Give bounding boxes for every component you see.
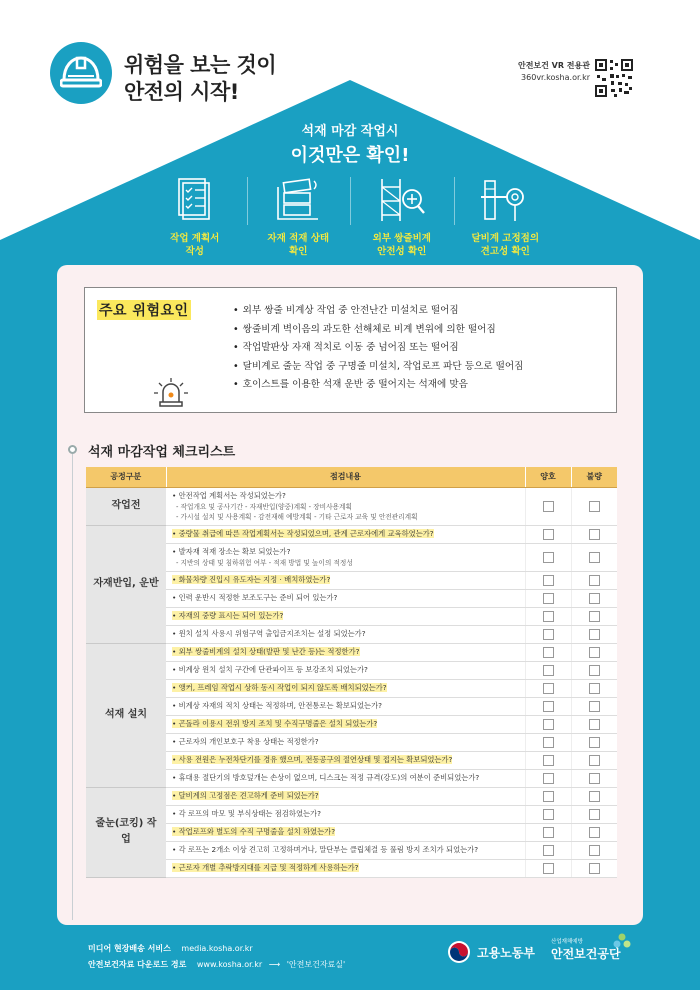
checkbox-good[interactable]: [543, 683, 554, 694]
check-item: [166, 697, 525, 715]
siren-icon: [151, 376, 191, 408]
hazard-item: • 달비계로 줄눈 작업 중 구명줄 미설치, 작업로프 파단 등으로 떨어짐: [233, 358, 523, 377]
check-item-text: • 인력 운반시 적정한 보조도구는 준비 되어 있는가?: [172, 593, 338, 602]
page-headline: [124, 52, 276, 106]
checkbox-cell-good: [525, 715, 571, 733]
checkbox-cell-bad: [571, 859, 617, 877]
media-label: 미디어 현장배송 서비스: [88, 944, 171, 953]
checkbox-good[interactable]: [543, 719, 554, 730]
checkbox-good[interactable]: [543, 529, 554, 540]
checkbox-bad[interactable]: [589, 665, 600, 676]
checkbox-good[interactable]: [543, 737, 554, 748]
anchor-point-icon: [477, 175, 533, 223]
col-header-good: 양호: [525, 467, 571, 487]
check-item-detail: - 지반의 상태 및 침하위험 여부 - 적재 방법 및 높이의 적정성: [176, 559, 353, 567]
subtitle-line-2: 이것만은 확인!: [290, 145, 410, 166]
check-item-text: • 외부 쌍줄비계의 설치 상태(발판 및 난간 등)는 적정한가?: [172, 647, 360, 656]
headline-line-1: 위험을 보는 것이: [124, 53, 277, 77]
checkbox-cell-good: [525, 697, 571, 715]
hazard-item: • 외부 쌍줄 비계상 작업 중 안전난간 미설치로 떨어짐: [233, 302, 523, 321]
download-label: 안전보건자료 다운로드 경로: [88, 960, 187, 969]
checkbox-good[interactable]: [543, 755, 554, 766]
check-item-text: • 작업로프와 별도의 수직 구명줄을 설치 하였는가?: [172, 827, 336, 836]
moel-logo: [447, 940, 535, 964]
checkbox-cell-bad: [571, 715, 617, 733]
checkbox-bad[interactable]: [589, 809, 600, 820]
checkbox-cell-bad: [571, 643, 617, 661]
checkbox-cell-good: [525, 823, 571, 841]
icon-item-stack: [247, 175, 351, 265]
checklist-row: [86, 643, 617, 661]
checkbox-cell-bad: [571, 543, 617, 571]
vr-title: 안전보건 VR 전용관: [517, 61, 590, 70]
icon-label-line: 견고성 확인: [480, 246, 530, 257]
download-url[interactable]: www.kosha.or.kr: [196, 960, 263, 969]
check-item-text: • 달비계의 고정점은 견고하게 준비 되었는가?: [172, 791, 319, 800]
checklist-row: [86, 823, 617, 841]
checkbox-cell-bad: [571, 823, 617, 841]
headline-line-2: 안전의 시작!: [124, 80, 239, 104]
hazard-label: 주요 위험요인: [97, 300, 191, 320]
checklist-row: [86, 679, 617, 697]
hazard-item: • 쌍줄비계 벽이음의 과도한 선해체로 비계 변위에 의한 떨어짐: [233, 321, 523, 340]
check-item-text: • 중량물 취급에 따른 작업계획서는 작성되었으며, 관계 근로자에게 교육하였는가?: [172, 529, 434, 538]
check-item: [166, 487, 525, 525]
icon-label-line: 외부 쌍줄비계: [372, 233, 431, 244]
checkbox-bad[interactable]: [589, 501, 600, 512]
check-item: [166, 733, 525, 751]
checkbox-cell-good: [525, 487, 571, 525]
check-item: [166, 715, 525, 733]
checklist-header-row: [86, 467, 617, 487]
checklist-row: [86, 571, 617, 589]
checklist-table: [86, 467, 617, 878]
checkbox-cell-bad: [571, 733, 617, 751]
checklist-row: [86, 543, 617, 571]
checkbox-bad[interactable]: [589, 683, 600, 694]
moel-name: 고용노동부: [477, 945, 535, 960]
check-item-text: • 비계상 윈치 설치 구간에 단관파이프 등 보강조치 되었는가?: [172, 665, 368, 674]
kosha-logo: [551, 937, 621, 962]
checkbox-good[interactable]: [543, 647, 554, 658]
col-header-content: 점검내용: [166, 467, 525, 487]
check-item-text: • 각 로프는 2개소 이상 견고히 고정하며거나, 말단부는 클립체결 등 풀림 방지 조치가 되었는가?: [172, 845, 479, 854]
checkbox-cell-bad: [571, 751, 617, 769]
check-item-detail: - 가시설 설치 및 사용계획 - 감전재해 예방계획 - 기타 근로자 교육 및 안전관리계획: [176, 513, 418, 521]
process-group: 줄눈(코킹) 작업: [86, 787, 166, 877]
check-item: [166, 525, 525, 543]
checkbox-cell-bad: [571, 769, 617, 787]
check-item-text: • 안전작업 계획서는 작성되었는가?: [172, 491, 286, 500]
checkbox-good[interactable]: [543, 665, 554, 676]
checkbox-cell-good: [525, 769, 571, 787]
check-item: [166, 859, 525, 877]
checkbox-bad[interactable]: [589, 629, 600, 640]
helmet-icon: [60, 54, 102, 90]
checkbox-cell-good: [525, 679, 571, 697]
checkbox-bad[interactable]: [589, 575, 600, 586]
stacked-materials-icon: [270, 175, 326, 223]
check-item-text: • 비계상 자재의 적치 상태는 적정하며, 안전통로는 확보되었는가?: [172, 701, 382, 710]
scaffold-inspect-icon: [374, 175, 430, 223]
checkbox-bad[interactable]: [589, 755, 600, 766]
check-item-text: • 휴대용 절단기의 방호덮개는 손상이 없으며, 디스크는 적정 규격(강도)의 여분이 준비되었는가?: [172, 773, 480, 782]
check-item: [166, 787, 525, 805]
check-item: [166, 607, 525, 625]
checklist-row: [86, 487, 617, 525]
col-header-process: 공정구분: [86, 467, 166, 487]
check-item: [166, 823, 525, 841]
kosha-emblem-icon: [613, 933, 631, 951]
check-item-text: • 각 로프의 마모 및 부식상태는 점검하였는가?: [172, 809, 321, 818]
check-item: [166, 571, 525, 589]
kosha-name: 안전보건공단: [551, 947, 621, 961]
checkbox-cell-good: [525, 787, 571, 805]
checklist-row: [86, 769, 617, 787]
icon-item-plan: [143, 175, 247, 265]
document-list-icon: [169, 175, 221, 223]
checklist-row: [86, 661, 617, 679]
process-group: 작업전: [86, 487, 166, 525]
checkbox-cell-good: [525, 643, 571, 661]
check-item-text: • 앵커, 프레임 작업시 상하 동시 작업이 되지 않도록 배치되었는가?: [172, 683, 387, 692]
icon-label-scaffold: [350, 232, 454, 258]
checkbox-good[interactable]: [543, 809, 554, 820]
check-item-text: • 근로자 개별 추락방지대를 지급 및 적정하게 사용하는가?: [172, 863, 359, 872]
check-item-text: • 화물차량 진입시 유도자는 지정 · 배치하였는가?: [172, 575, 331, 584]
checklist-row: [86, 625, 617, 643]
checkbox-cell-good: [525, 661, 571, 679]
timeline-line: [72, 454, 73, 920]
checkbox-good[interactable]: [543, 629, 554, 640]
check-item-text: • 사용 전원은 누전차단기를 경유 했으며, 전동공구의 절연상태 및 접지는 확보되었는가?: [172, 755, 453, 764]
icon-label-line: 확인: [289, 246, 308, 257]
checkbox-cell-good: [525, 751, 571, 769]
checklist-title: 석재 마감작업 체크리스트: [88, 445, 236, 460]
hazard-box: [84, 287, 617, 413]
icon-label-line: 작업 계획서: [170, 233, 220, 244]
checkbox-cell-good: [525, 805, 571, 823]
checkbox-cell-good: [525, 607, 571, 625]
checkbox-cell-bad: [571, 787, 617, 805]
checkbox-good[interactable]: [543, 575, 554, 586]
checklist-row: [86, 697, 617, 715]
icon-label-line: 달비계 고정점의: [471, 233, 540, 244]
checkbox-good[interactable]: [543, 845, 554, 856]
taegeuk-emblem-icon: [447, 940, 471, 964]
check-item: [166, 679, 525, 697]
check-item: [166, 661, 525, 679]
checkbox-bad[interactable]: [589, 552, 600, 563]
checklist-body: [86, 487, 617, 877]
check-item-text: • 곤돌라 이용시 전위 방지 조치 및 수직구명줄은 설치 되었는가?: [172, 719, 378, 728]
footer-download-row: [88, 957, 349, 973]
checkbox-good[interactable]: [543, 593, 554, 604]
icon-label-line: 자재 적재 상태: [267, 233, 330, 244]
timeline-dot: [68, 445, 77, 454]
arrow-right-icon: ⟶: [268, 960, 281, 969]
checkbox-good[interactable]: [543, 791, 554, 802]
icon-label-line: 안전성 확인: [377, 246, 427, 257]
checkbox-cell-good: [525, 733, 571, 751]
checkbox-cell-bad: [571, 679, 617, 697]
icon-label-stack: [247, 232, 351, 258]
subtitle-line-1: 석재 마감 작업시: [301, 124, 399, 139]
checkbox-good[interactable]: [543, 863, 554, 874]
icon-label-anchor: [454, 232, 558, 258]
checkbox-bad[interactable]: [589, 845, 600, 856]
checklist-row: [86, 805, 617, 823]
check-item-text: • 근로자의 개인보호구 착용 상태는 적정한가?: [172, 737, 319, 746]
checkbox-bad[interactable]: [589, 827, 600, 838]
checkbox-good[interactable]: [543, 701, 554, 712]
checkbox-bad[interactable]: [589, 701, 600, 712]
checkbox-good[interactable]: [543, 827, 554, 838]
safety-helmet-logo: [50, 42, 112, 104]
checklist-row: [86, 751, 617, 769]
checkbox-good[interactable]: [543, 552, 554, 563]
check-item-text: • 윈치 설치 사용시 위험구역 출입금지조치는 설정 되었는가?: [172, 629, 366, 638]
check-item: [166, 543, 525, 571]
checkbox-bad[interactable]: [589, 647, 600, 658]
check-item-detail: - 작업개요 및 공사기간 - 자재반입(양중)계획 - 장비사용계획: [176, 503, 352, 511]
process-group: 자재반입, 운반: [86, 525, 166, 643]
hazard-item: • 호이스트를 이용한 석재 운반 중 떨어지는 석재에 맞음: [233, 376, 523, 395]
checklist-row: [86, 787, 617, 805]
kosha-subtitle: 산업재해예방: [551, 939, 583, 945]
icon-item-scaffold: [350, 175, 454, 265]
checkbox-bad[interactable]: [589, 863, 600, 874]
checkbox-cell-bad: [571, 525, 617, 543]
checklist-row: [86, 859, 617, 877]
qr-code-icon[interactable]: [594, 58, 634, 98]
check-item: [166, 643, 525, 661]
checklist-row: [86, 733, 617, 751]
check-item: [166, 589, 525, 607]
hazard-list: [233, 302, 523, 395]
icon-label-line: 작성: [185, 246, 204, 257]
download-destination: '안전보건자료실': [286, 960, 346, 969]
checkbox-cell-bad: [571, 625, 617, 643]
checkbox-cell-bad: [571, 661, 617, 679]
process-group: 석재 설치: [86, 643, 166, 787]
checkbox-cell-good: [525, 571, 571, 589]
footer-info: [88, 941, 349, 973]
checkbox-cell-good: [525, 625, 571, 643]
checkbox-cell-good: [525, 859, 571, 877]
checkbox-cell-good: [525, 543, 571, 571]
checklist-row: [86, 715, 617, 733]
icon-label-plan: [143, 232, 247, 258]
hazard-item: • 작업발판상 자재 적치로 이동 중 넘어짐 또는 떨어짐: [233, 339, 523, 358]
check-item-text: • 발자재 적재 장소는 확보 되었는가?: [172, 547, 291, 556]
vr-url[interactable]: 360vr.kosha.or.kr: [521, 73, 590, 82]
check-item: [166, 751, 525, 769]
checkbox-cell-good: [525, 841, 571, 859]
col-header-bad: 불량: [571, 467, 617, 487]
checkbox-good[interactable]: [543, 611, 554, 622]
check-item-text: • 자재의 중량 표시는 되어 있는가?: [172, 611, 284, 620]
checkbox-good[interactable]: [543, 501, 554, 512]
checkbox-cell-bad: [571, 607, 617, 625]
checkbox-cell-bad: [571, 589, 617, 607]
checkbox-bad[interactable]: [589, 737, 600, 748]
media-url[interactable]: media.kosha.or.kr: [181, 944, 253, 953]
checkbox-cell-bad: [571, 487, 617, 525]
checkbox-cell-bad: [571, 805, 617, 823]
checkbox-good[interactable]: [543, 773, 554, 784]
checkbox-cell-bad: [571, 841, 617, 859]
icon-item-anchor: [454, 175, 558, 265]
checklist-row: [86, 841, 617, 859]
check-item: [166, 769, 525, 787]
checkbox-bad[interactable]: [589, 791, 600, 802]
checkbox-cell-bad: [571, 571, 617, 589]
check-icon-row: [143, 175, 557, 265]
checklist-row: [86, 525, 617, 543]
checkbox-bad[interactable]: [589, 529, 600, 540]
checkbox-cell-good: [525, 589, 571, 607]
checkbox-bad[interactable]: [589, 593, 600, 604]
check-item: [166, 805, 525, 823]
checkbox-bad[interactable]: [589, 773, 600, 784]
footer-media-row: [88, 941, 349, 957]
checkbox-bad[interactable]: [589, 611, 600, 622]
checkbox-bad[interactable]: [589, 719, 600, 730]
check-item: [166, 625, 525, 643]
vr-info: [518, 60, 590, 84]
checkbox-cell-good: [525, 525, 571, 543]
check-item: [166, 841, 525, 859]
checklist-row: [86, 589, 617, 607]
checklist-row: [86, 607, 617, 625]
checkbox-cell-bad: [571, 697, 617, 715]
